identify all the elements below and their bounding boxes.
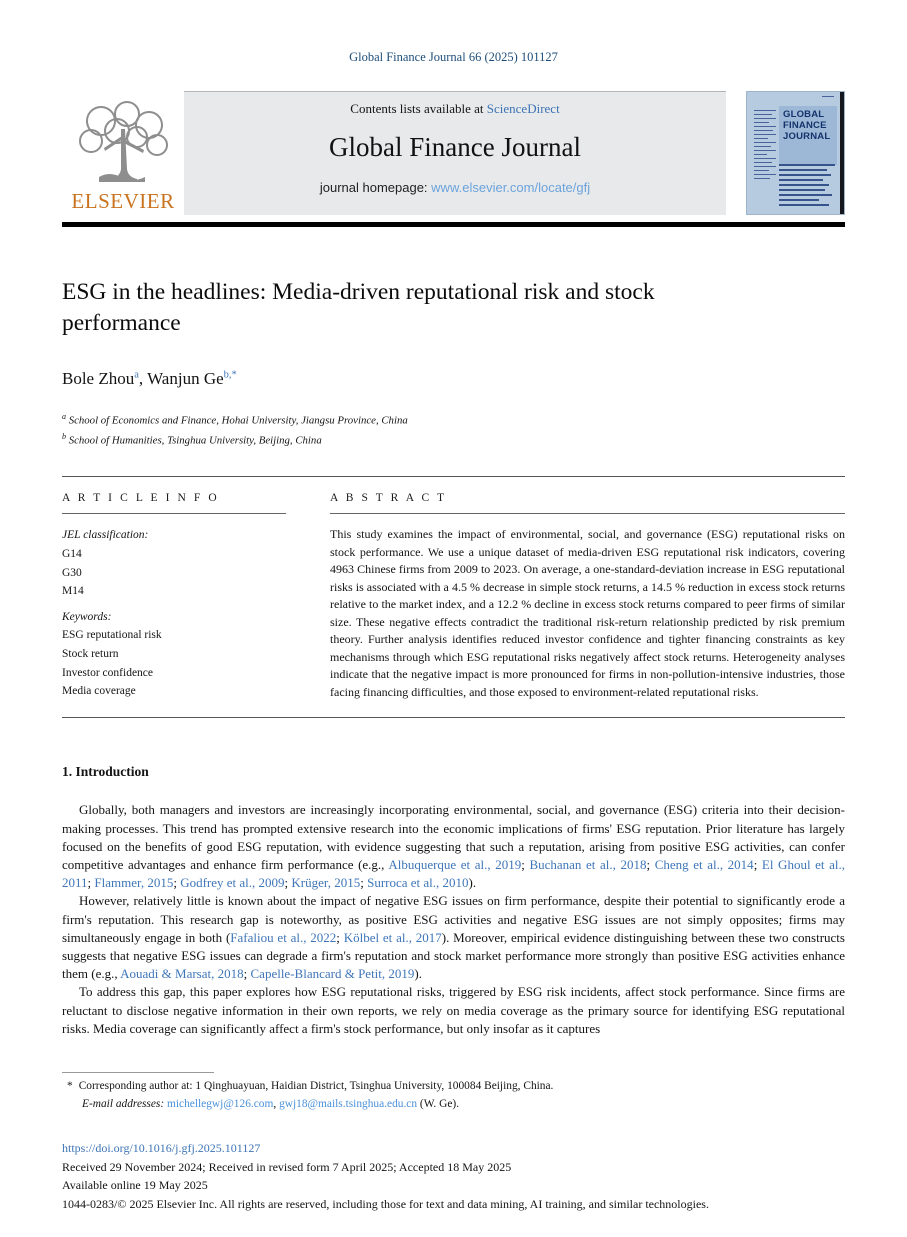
paragraph-text: ). Moreover, empirical evidence distinguishing between these two constructs suggests that negative ESG issues can degrade a firm's reputation and stock market performance more strongly than positive ESG activities enhance them (e.g., [62, 929, 845, 982]
info-abstract-section [62, 477, 845, 701]
introduction-heading: 1. Introduction [62, 764, 149, 780]
received-dates: Received 29 November 2024; Received in revised form 7 April 2025; Accepted 18 May 2025 [62, 1159, 512, 1174]
citation-link[interactable]: Capelle-Blancard & Petit, 2019 [250, 966, 415, 982]
affiliations [62, 410, 845, 451]
affiliation-mark: b [62, 431, 66, 441]
paragraph-text: ; [284, 875, 292, 891]
footnote-divider [62, 1072, 214, 1073]
elsevier-logo [62, 91, 184, 215]
email-link[interactable]: michellegwj@126.com [167, 1097, 274, 1110]
doi-link[interactable]: https://doi.org/10.1016/j.gfj.2025.101127 [62, 1141, 261, 1156]
keyword: Media coverage [62, 685, 136, 698]
keyword: Stock return [62, 648, 119, 661]
citation-link[interactable]: Flammer, 2015 [94, 875, 174, 891]
citation-link[interactable]: Kölbel et al., 2017 [343, 929, 442, 945]
citation-link[interactable]: Krüger, 2015 [291, 875, 361, 891]
cover-sidebar-text-lines [754, 110, 776, 182]
journal-masthead [184, 91, 726, 215]
homepage-url-link[interactable]: www.elsevier.com/locate/gfj [431, 180, 591, 195]
citation-link[interactable]: Fafaliou et al., 2022 [230, 929, 337, 945]
article-title: ESG in the headlines: Media-driven reputational risk and stock performance [62, 279, 655, 337]
author-affil-mark[interactable]: b,* [223, 368, 237, 380]
publication-details [62, 1139, 845, 1213]
citation-link[interactable]: Surroca et al., 2010 [367, 875, 469, 891]
available-online: Available online 19 May 2025 [62, 1178, 208, 1193]
paragraph-text: ; [336, 929, 344, 945]
contents-prefix: Contents lists available at [350, 101, 487, 116]
cover-contents-lines [779, 164, 835, 209]
citation-link[interactable]: Albuquerque et al., 2019 [388, 857, 522, 873]
elsevier-tree-icon [71, 99, 175, 187]
paragraph-text: ; [521, 857, 530, 873]
copyright-line: 1044-0283/© 2025 Elsevier Inc. All rights are reserved, including those for text and data mining, AI training, and similar technologies. [62, 1197, 709, 1212]
author-name[interactable]: Wanjun Ge [147, 368, 224, 388]
corresponding-text: Corresponding author at: 1 Qinghuayuan, Haidian District, Tsinghua University, 100084 Beijing, China. [78, 1079, 554, 1092]
intro-paragraph-2 [62, 892, 845, 983]
citation-link[interactable]: Godfrey et al., 2009 [180, 875, 285, 891]
paragraph-text: ; [753, 857, 762, 873]
intro-paragraph-3 [62, 983, 845, 1038]
section-divider [62, 717, 845, 718]
jel-code: M14 [62, 585, 84, 598]
author-separator: , [138, 368, 148, 388]
paragraph-text: ; [243, 966, 251, 982]
corresponding-author-note [62, 1078, 845, 1096]
cover-title-line: FINANCE [783, 119, 827, 131]
affiliation-line [62, 410, 845, 430]
footnote-block [62, 1072, 845, 1113]
author-affil-mark[interactable]: a [134, 368, 139, 380]
journal-cover-thumbnail [746, 91, 845, 215]
affiliation-line [62, 430, 845, 450]
paragraph-text: Globally, both managers and investors are increasingly incorporating environmental, social, and governance (ESG) criteria into their decision-making processes. This trend has prompted extensive research into the economic implications of firms' ESG reputation. Prior literature has largely focused on the benefits of good ESG reputation, with evidence suggesting that such a reputation, arising from positive ESG activities, can confer competitive advantages and enhance firm performance (e.g., [62, 802, 845, 873]
affiliation-text: School of Economics and Finance, Hohai University, Jiangsu Province, China [66, 414, 408, 427]
article-info-heading: A R T I C L E I N F O [62, 492, 220, 505]
journal-title: Global Finance Journal [329, 132, 581, 162]
jel-code: G30 [62, 566, 82, 579]
elsevier-wordmark: ELSEVIER [71, 189, 175, 213]
sciencedirect-link[interactable]: ScienceDirect [486, 101, 560, 116]
author-line [62, 369, 845, 389]
homepage-line [192, 180, 718, 195]
homepage-prefix: journal homepage: [319, 180, 432, 195]
header-divider-bar [62, 222, 845, 227]
citation-link[interactable]: El Ghoul et al., 2011 [62, 857, 845, 891]
paragraph-text: ; [87, 875, 95, 891]
running-head-citation: Global Finance Journal 66 (2025) 101127 [349, 50, 558, 64]
affiliation-text: School of Humanities, Tsinghua University, Beijing, China [66, 434, 322, 447]
cover-title-line: JOURNAL [783, 130, 831, 142]
keyword: ESG reputational risk [62, 629, 162, 642]
intro-paragraph-1 [62, 801, 845, 892]
paragraph-text: However, relatively little is known about the impact of negative ESG issues on firm performance, despite their potential to significantly erode a firm's reputation. This research gap is noteworthy, as positive ESG activities and negative ESG issues are not simply opposites; firms may simultaneously engage in both ( [62, 893, 845, 945]
abstract-text: This study examines the impact of environmental, social, and governance (ESG) reputational risks on stock performance. We use a unique dataset of media-driven ESG reputational risk indicators, covering 4963 Chinese firms from 2009 to 2023. On average, a one-standard-deviation increase in ESG reputational risks is associated with a 4.5 % decrease in simple stock returns, a 14.5 % reduction in excess stock returns relative to the market index, and a 12.2 % decline in excess stock returns compared to peer firms of similar size. These negative effects contradict the traditional risk-return relationship predicted by risk premium theory. Further analysis identifies reduced investor confidence and tighter financing constraints as key mechanisms through which ESG reputational risks negatively affect stock returns. Heterogeneity analyses indicate that the negative impact is more pronounced for firms in non-pollution-intensive industries, those facing financing difficulties, and those exposed to environment-related reputational risks. [330, 527, 845, 699]
paragraph-text: ; [360, 875, 368, 891]
citation-link[interactable]: Buchanan et al., 2018 [529, 857, 647, 873]
cover-corner-mark [822, 96, 834, 97]
journal-banner [62, 91, 845, 215]
author-name[interactable]: Bole Zhou [62, 368, 135, 388]
paragraph-text: ; [646, 857, 655, 873]
paragraph-text: To address this gap, this paper explores how ESG reputational risks, triggered by ESG risk incidents, affect stock performance. Since firms are reluctant to disclose negative information in their own reports, we rely on media coverage as the primary source for identifying ESG reputational risks. Media coverage can significantly affect a firm's stock performance, but only insofar as it captures [62, 984, 845, 1036]
paragraph-text: ; [173, 875, 181, 891]
cover-title-line: GLOBAL [783, 109, 825, 120]
keyword: Investor confidence [62, 666, 154, 679]
abstract-heading: A B S T R A C T [330, 492, 447, 505]
email-label: E-mail addresses: [82, 1097, 165, 1110]
citation-link[interactable]: Aouadi & Marsat, 2018 [120, 966, 244, 982]
contents-line [192, 101, 718, 117]
abstract-column [330, 477, 845, 701]
jel-label: JEL classification: [62, 529, 149, 542]
email-link[interactable]: gwj18@mails.tsinghua.edu.cn [279, 1097, 418, 1110]
cover-journal-title [779, 106, 837, 165]
email-addresses-line [62, 1096, 845, 1114]
keywords-label: Keywords: [62, 610, 112, 623]
citation-link[interactable]: Cheng et al., 2014 [654, 857, 754, 873]
email-separator: , [273, 1097, 277, 1110]
article-info-column [62, 477, 286, 701]
jel-code: G14 [62, 547, 82, 560]
affiliation-mark: a [62, 411, 66, 421]
paragraph-text: ). [414, 966, 422, 982]
footnote-star: * [67, 1079, 73, 1092]
email-suffix: (W. Ge). [419, 1097, 460, 1110]
paragraph-text: ). [468, 875, 477, 891]
